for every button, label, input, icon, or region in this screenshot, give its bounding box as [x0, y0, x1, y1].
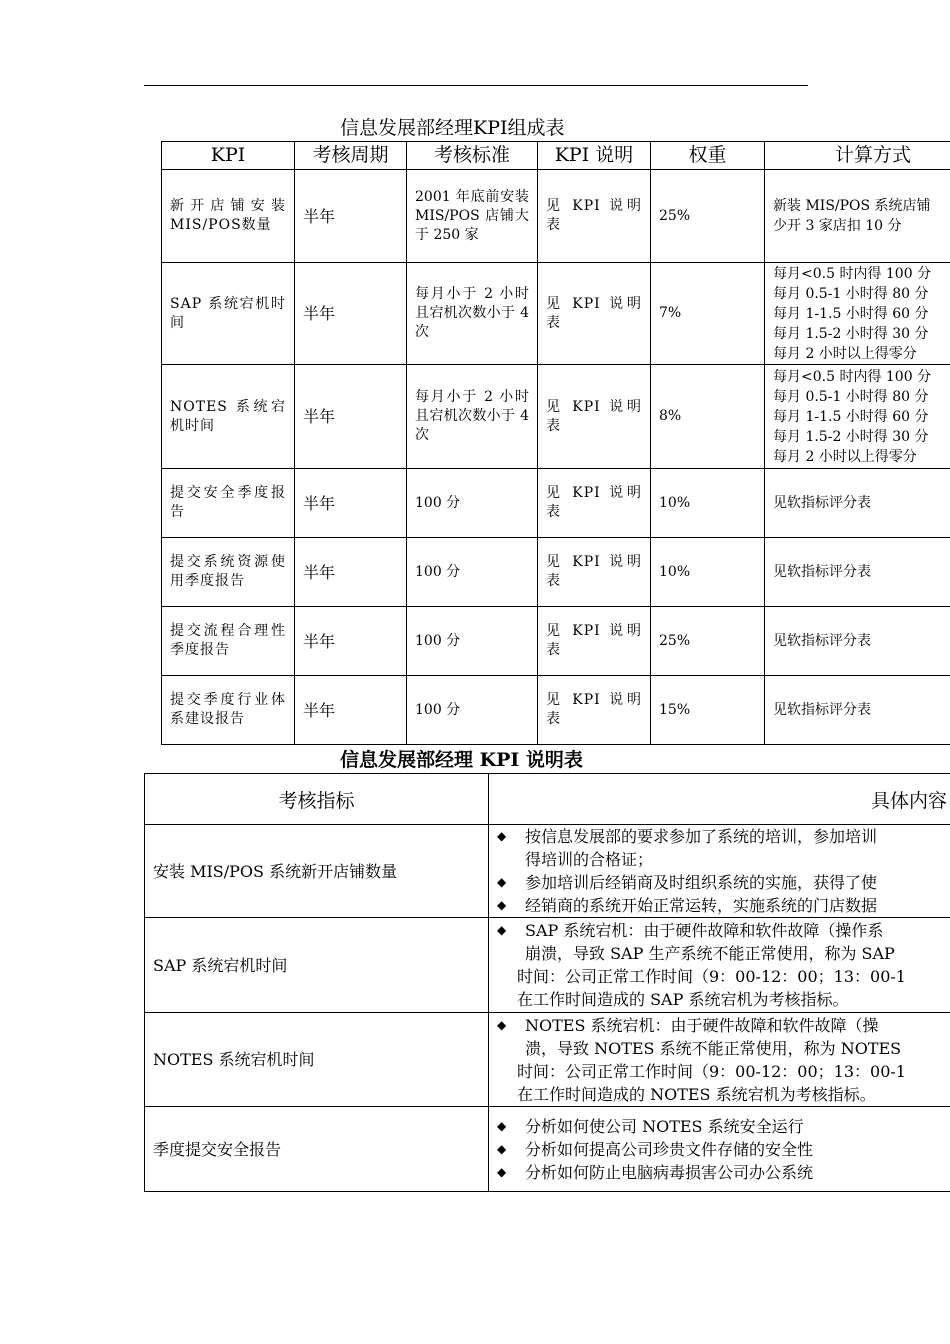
kpi-description-cell — [538, 263, 651, 365]
desc-indicator-cell: 季度提交安全报告 — [145, 1107, 489, 1192]
kpi-calc-line: 每月 1-1.5 小时得 60 分 — [773, 305, 929, 322]
kpi-calc-line: 每月 2 小时以上得零分 — [773, 345, 917, 362]
kpi-name-cell-text: 提交季度行业体系建设报告 — [170, 692, 286, 727]
kpi-name-cell-text: 提交安全季度报告 — [170, 485, 286, 520]
kpi-calc-cell — [765, 365, 950, 469]
bullet-line — [497, 1115, 950, 1138]
desc-header-content: 具体内容 — [489, 774, 950, 825]
kpi-calc-line: 每月 0.5-1 小时得 80 分 — [773, 388, 929, 405]
kpi-weight-cell — [651, 676, 765, 745]
kpi-description-cell — [538, 469, 651, 538]
kpi-weight-cell-text: 10% — [659, 494, 691, 511]
kpi-calc-cell — [765, 469, 950, 538]
kpi-period-cell-text: 半年 — [303, 206, 336, 226]
kpi-row — [162, 469, 950, 538]
kpi-table-header-row — [162, 142, 950, 170]
kpi-calc-line: 每月 1.5-2 小时得 30 分 — [773, 428, 929, 445]
desc-row — [145, 918, 950, 1013]
bullet-line — [497, 894, 950, 917]
diamond-bullet-icon: ◆ — [497, 1118, 507, 1133]
kpi-calc-lines — [765, 367, 950, 467]
kpi-standard-cell-text: 100 分 — [415, 494, 461, 511]
bullet-text: 分析如何使公司 NOTES 系统安全运行 — [525, 1116, 804, 1136]
kpi-name-cell — [162, 607, 295, 676]
kpi-period-cell-text: 半年 — [303, 407, 336, 426]
kpi-row — [162, 607, 950, 676]
kpi-period-cell-text: 半年 — [303, 493, 336, 513]
kpi-header-weight: 权重 — [651, 142, 765, 170]
kpi-period-cell — [295, 469, 407, 538]
desc-content-cell — [489, 1013, 950, 1107]
kpi-name-cell — [162, 170, 295, 263]
content-line: 时间：公司正常工作时间（9：00-12：00；13：00-1 — [517, 1061, 906, 1081]
desc-content-cell — [489, 1107, 950, 1192]
diamond-bullet-icon: ◆ — [497, 829, 507, 843]
kpi-name-cell-text: NOTES 系统宕机时间 — [170, 398, 286, 434]
content-line: 溃，导致 NOTES 系统不能正常使用，称为 NOTES — [525, 1038, 902, 1058]
kpi-period-cell-text: 半年 — [303, 562, 336, 582]
kpi-name-cell — [162, 365, 295, 469]
kpi-period-cell — [295, 263, 407, 365]
kpi-calc-line: 少开 3 家店扣 10 分 — [773, 218, 902, 234]
kpi-weight-cell — [651, 263, 765, 365]
kpi-weight-cell-text: 25% — [659, 207, 691, 224]
kpi-header-period: 考核周期 — [295, 142, 407, 170]
kpi-period-cell-text: 半年 — [303, 631, 336, 651]
kpi-name-cell — [162, 538, 295, 607]
bullet-line — [497, 919, 950, 942]
kpi-standard-cell — [407, 538, 538, 607]
diamond-bullet-icon: ◆ — [497, 1141, 507, 1156]
kpi-period-cell — [295, 538, 407, 607]
kpi-composition-table — [161, 141, 950, 745]
kpi-row — [162, 263, 950, 365]
kpi-calc-lines — [765, 196, 950, 236]
kpi-standard-cell — [407, 263, 538, 365]
bullet-line — [497, 1161, 950, 1184]
kpi-calc-cell — [765, 170, 950, 263]
bullet-text: 分析如何提高公司珍贵文件存储的安全性 — [525, 1139, 814, 1159]
kpi-standard-cell — [407, 170, 538, 263]
content-line: 崩溃，导致 SAP 生产系统不能正常使用，称为 SAP — [525, 944, 895, 963]
kpi-weight-cell — [651, 607, 765, 676]
kpi-weight-cell-text: 10% — [659, 563, 691, 580]
desc-row — [145, 1107, 950, 1192]
kpi-description-cell — [538, 607, 651, 676]
desc-indicator-cell: SAP 系统宕机时间 — [145, 918, 489, 1013]
desc-content-cell — [489, 918, 950, 1013]
kpi-standard-cell — [407, 469, 538, 538]
kpi-description-cell-text: 见 KPI 说明表 — [546, 692, 642, 727]
kpi-description-cell-text: 见 KPI 说明表 — [546, 398, 642, 434]
kpi-calc-line: 见软指标评分表 — [773, 702, 871, 718]
kpi-table-title: 信息发展部经理KPI组成表 — [340, 117, 565, 139]
kpi-period-cell — [295, 365, 407, 469]
kpi-name-cell-text: 提交流程合理性季度报告 — [170, 623, 286, 658]
kpi-calc-lines — [765, 631, 950, 651]
header-rule — [144, 85, 808, 86]
diamond-bullet-icon: ◆ — [497, 898, 507, 912]
kpi-calc-line: 见软指标评分表 — [773, 564, 871, 580]
kpi-description-cell — [538, 365, 651, 469]
kpi-row — [162, 676, 950, 745]
desc-table-header-row — [145, 774, 950, 825]
desc-table-title: 信息发展部经理 KPI 说明表 — [340, 749, 583, 771]
kpi-header-calc: 计算方式 — [765, 142, 950, 170]
kpi-standard-cell-text: 100 分 — [415, 701, 461, 718]
kpi-weight-cell — [651, 469, 765, 538]
bullet-line — [497, 1014, 950, 1037]
kpi-calc-line: 每月 1.5-2 小时得 30 分 — [773, 325, 929, 342]
kpi-header-description: KPI 说明 — [538, 142, 651, 170]
desc-row — [145, 825, 950, 918]
kpi-period-cell — [295, 676, 407, 745]
kpi-header-standard: 考核标准 — [407, 142, 538, 170]
desc-indicator-cell: 安装 MIS/POS 系统新开店铺数量 — [145, 825, 489, 918]
kpi-calc-line: 见软指标评分表 — [773, 495, 871, 511]
kpi-name-cell-text: 新开店铺安装MIS/POS数量 — [170, 198, 286, 233]
content-line: 得培训的合格证； — [525, 850, 654, 869]
bullet-text: SAP 系统宕机：由于硬件故障和软件故障（操作系 — [525, 921, 884, 940]
kpi-weight-cell-text: 7% — [659, 305, 682, 321]
bullet-line — [497, 1138, 950, 1161]
kpi-description-cell — [538, 170, 651, 263]
bullet-text: 参加培训后经销商及时组织系统的实施，获得了使 — [525, 873, 878, 892]
kpi-weight-cell-text: 25% — [659, 632, 691, 649]
kpi-standard-cell-text: 每月小于 2 小时且宕机次数小于 4 次 — [415, 389, 529, 443]
diamond-bullet-icon: ◆ — [497, 1164, 507, 1179]
content-line: 在工作时间造成的 SAP 系统宕机为考核指标。 — [517, 990, 849, 1009]
kpi-period-cell — [295, 170, 407, 263]
bullet-line — [497, 871, 950, 894]
desc-indicator-cell: NOTES 系统宕机时间 — [145, 1013, 489, 1107]
kpi-description-table — [144, 773, 950, 1192]
kpi-standard-cell-text: 2001 年底前安装 MIS/POS 店铺大于 250 家 — [415, 188, 529, 243]
kpi-calc-lines — [765, 493, 950, 513]
kpi-weight-cell — [651, 170, 765, 263]
kpi-row — [162, 538, 950, 607]
content-line: 在工作时间造成的 NOTES 系统宕机为考核指标。 — [517, 1084, 876, 1104]
kpi-description-cell — [538, 676, 651, 745]
kpi-name-cell-text: SAP 系统宕机时间 — [170, 295, 286, 331]
kpi-period-cell-text: 半年 — [303, 700, 336, 720]
desc-header-indicator: 考核指标 — [145, 774, 489, 825]
bullet-text: 经销商的系统开始正常运转，实施系统的门店数据 — [525, 896, 878, 915]
bullet-line — [497, 825, 950, 848]
kpi-name-cell — [162, 676, 295, 745]
kpi-period-cell — [295, 607, 407, 676]
kpi-name-cell-text: 提交系统资源使用季度报告 — [170, 554, 286, 589]
kpi-weight-cell-text: 8% — [659, 408, 682, 424]
diamond-bullet-icon: ◆ — [497, 1017, 507, 1032]
desc-row — [145, 1013, 950, 1107]
kpi-description-cell-text: 见 KPI 说明表 — [546, 485, 642, 520]
diamond-bullet-icon: ◆ — [497, 923, 507, 937]
kpi-calc-cell — [765, 676, 950, 745]
kpi-description-cell-text: 见 KPI 说明表 — [546, 554, 642, 589]
kpi-calc-cell — [765, 538, 950, 607]
kpi-weight-cell — [651, 365, 765, 469]
kpi-calc-line: 每月 0.5-1 小时得 80 分 — [773, 285, 929, 302]
kpi-standard-cell — [407, 365, 538, 469]
kpi-description-cell — [538, 538, 651, 607]
kpi-calc-lines — [765, 700, 950, 720]
kpi-calc-line: 见软指标评分表 — [773, 633, 871, 649]
kpi-row — [162, 170, 950, 263]
kpi-calc-line: 新装 MIS/POS 系统店铺 — [773, 198, 931, 214]
kpi-calc-line: 每月 1-1.5 小时得 60 分 — [773, 408, 929, 425]
kpi-name-cell — [162, 469, 295, 538]
kpi-description-cell-text: 见 KPI 说明表 — [546, 295, 642, 331]
kpi-period-cell-text: 半年 — [303, 304, 336, 323]
kpi-calc-cell — [765, 263, 950, 365]
kpi-calc-line: 每月 2 小时以上得零分 — [773, 448, 917, 465]
kpi-standard-cell — [407, 676, 538, 745]
kpi-name-cell — [162, 263, 295, 365]
bullet-text: NOTES 系统宕机：由于硬件故障和软件故障（操 — [525, 1015, 879, 1035]
bullet-text: 按信息发展部的要求参加了系统的培训，参加培训 — [525, 827, 878, 846]
kpi-description-cell-text: 见 KPI 说明表 — [546, 198, 642, 233]
kpi-weight-cell — [651, 538, 765, 607]
kpi-standard-cell-text: 每月小于 2 小时且宕机次数小于 4 次 — [415, 286, 529, 340]
kpi-description-cell-text: 见 KPI 说明表 — [546, 623, 642, 658]
kpi-calc-line: 每月<0.5 时内得 100 分 — [773, 265, 932, 282]
kpi-calc-lines — [765, 562, 950, 582]
kpi-header-kpi: KPI — [162, 142, 295, 170]
kpi-calc-lines — [765, 264, 950, 364]
desc-content-cell — [489, 825, 950, 918]
kpi-calc-line: 每月<0.5 时内得 100 分 — [773, 368, 932, 385]
kpi-row — [162, 365, 950, 469]
kpi-standard-cell — [407, 607, 538, 676]
kpi-standard-cell-text: 100 分 — [415, 563, 461, 580]
kpi-weight-cell-text: 15% — [659, 701, 691, 718]
bullet-text: 分析如何防止电脑病毒损害公司办公系统 — [525, 1162, 814, 1182]
content-line: 时间：公司正常工作时间（9：00-12：00；13：00-1 — [517, 967, 906, 986]
kpi-calc-cell — [765, 607, 950, 676]
kpi-standard-cell-text: 100 分 — [415, 632, 461, 649]
diamond-bullet-icon: ◆ — [497, 875, 507, 889]
